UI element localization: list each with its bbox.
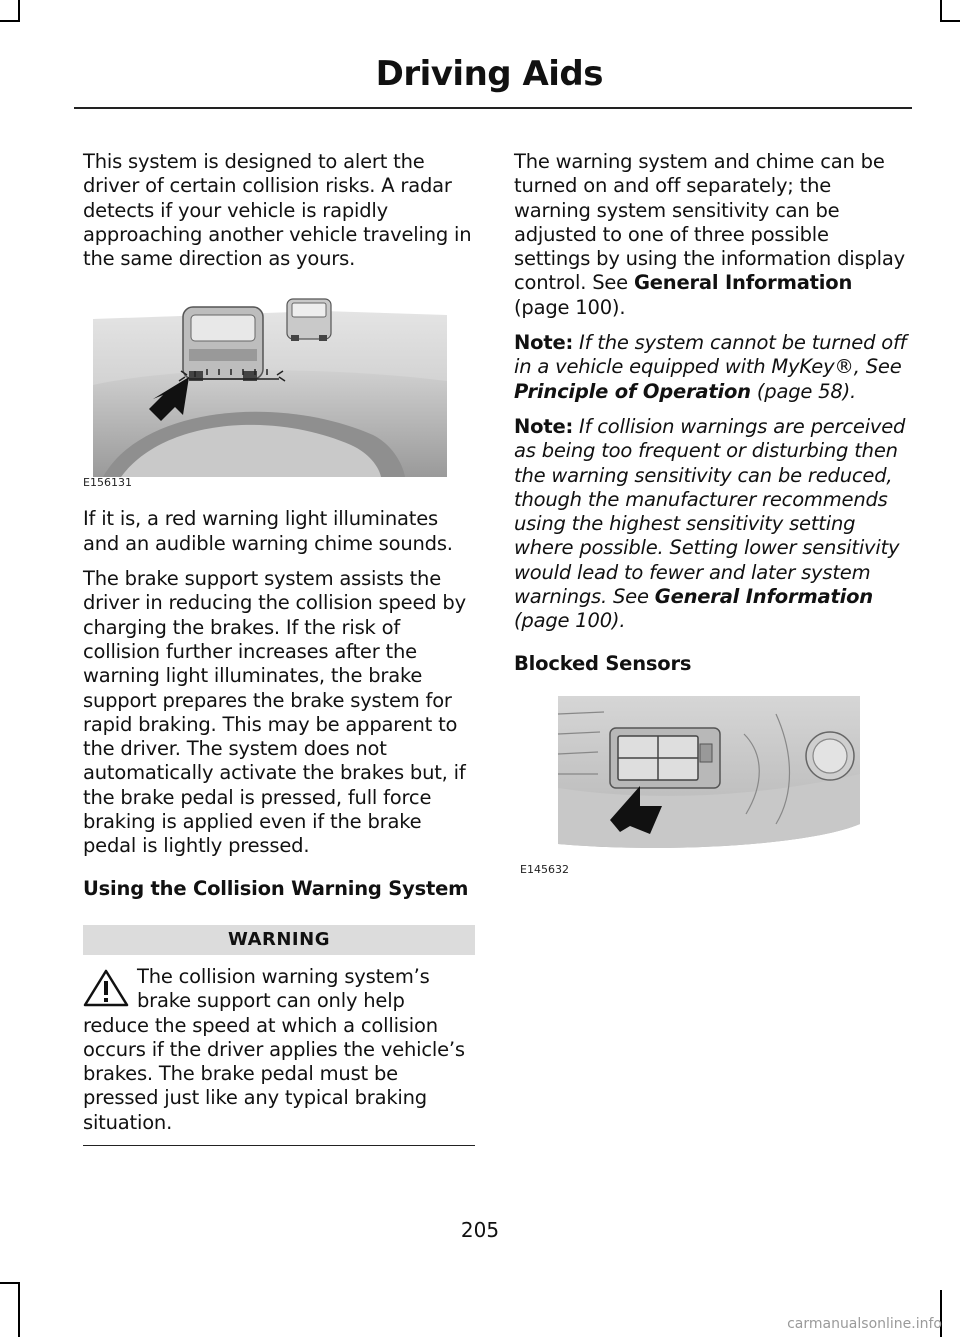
- crop-mark: [940, 20, 960, 22]
- page-reference: (page 100).: [514, 295, 626, 319]
- crop-mark: [18, 0, 20, 22]
- radar-sensor-icon: [610, 728, 720, 788]
- warning-triangle-icon: [83, 969, 129, 1007]
- note-text: If the system cannot be turned off in a vehicle equipped with MyKey®, See: [514, 331, 907, 379]
- brake-support-paragraph: The brake support system assists the driver in reducing the collision speed by charging the brakes. If the risk of collision further increases after the warning light illuminates, the brake support prepares the brake system for rapid braking. This may be apparent to the driver. The system does not automatically activate the brakes but, if the brake pedal is pressed, full force braking is applied even if the brake pedal is lightly pressed.: [83, 567, 466, 858]
- note-mykey: [514, 331, 908, 404]
- note-sensitivity: [514, 415, 908, 634]
- page-reference: (page 100).: [514, 609, 626, 633]
- warning-title: WARNING: [83, 925, 475, 955]
- page-title: Driving Aids: [375, 54, 603, 94]
- warning-body: [83, 965, 475, 1135]
- right-column: [514, 150, 908, 896]
- left-column: [83, 150, 475, 1146]
- settings-paragraph: [514, 150, 908, 320]
- blocked-sensor-figure: [514, 694, 908, 874]
- warning-light-paragraph: If it is, a red warning light illuminates and an audible warning chime sounds.: [83, 507, 453, 555]
- warning-divider: [83, 1145, 475, 1146]
- lead-car-icon: [183, 307, 263, 381]
- section-heading: Blocked Sensors: [514, 651, 692, 675]
- crop-mark: [0, 20, 20, 22]
- windshield-warning-illustration: [83, 285, 447, 485]
- note-label: Note:: [514, 331, 574, 355]
- distant-car-icon: [287, 299, 331, 341]
- cross-reference-link[interactable]: General Information: [633, 271, 853, 295]
- figure-code: E156131: [83, 476, 132, 490]
- warning-text: The collision warning system’s brake support can only help reduce the speed at which a collision occurs if the driver applies the vehicle’s brakes. The brake pedal must be pressed just like any typical braking situation.: [83, 964, 465, 1134]
- crop-mark: [0, 1282, 20, 1284]
- fog-lamp-icon: [806, 732, 854, 780]
- intro-paragraph: This system is designed to alert the driver of certain collision risks. A radar detects if your vehicle is rapidly approaching another vehicle traveling in the same direction as yours.: [83, 150, 472, 271]
- collision-warning-figure: [83, 285, 447, 490]
- note-text: If collision warnings are perceived as being too frequent or disturbing then the warning sensitivity can be reduced, though the manufacturer recommends using the highest sensitivity setting where possible. Setting lower sensitivity would lead to fewer and later system warnings. See: [514, 414, 906, 609]
- header-divider: [74, 107, 912, 109]
- sensor-illustration: [514, 694, 908, 874]
- figure-code: E145632: [520, 862, 569, 876]
- crop-mark: [940, 0, 942, 22]
- warning-box: [83, 925, 475, 1146]
- note-label: Note:: [514, 414, 574, 438]
- cross-reference-link[interactable]: General Information: [654, 585, 873, 609]
- page-reference: (page 58).: [750, 379, 857, 403]
- cross-reference-link[interactable]: Principle of Operation: [514, 379, 751, 403]
- watermark: carmanualsonline.info: [787, 1316, 942, 1332]
- page-number: 205: [460, 1218, 500, 1242]
- section-heading: Using the Collision Warning System: [83, 876, 469, 900]
- settings-text: The warning system and chime can be turned on and off separately; the warning system sensitivity can be adjusted to one of three possible settings by using the information display control. See: [514, 150, 905, 295]
- crop-mark: [18, 1282, 20, 1337]
